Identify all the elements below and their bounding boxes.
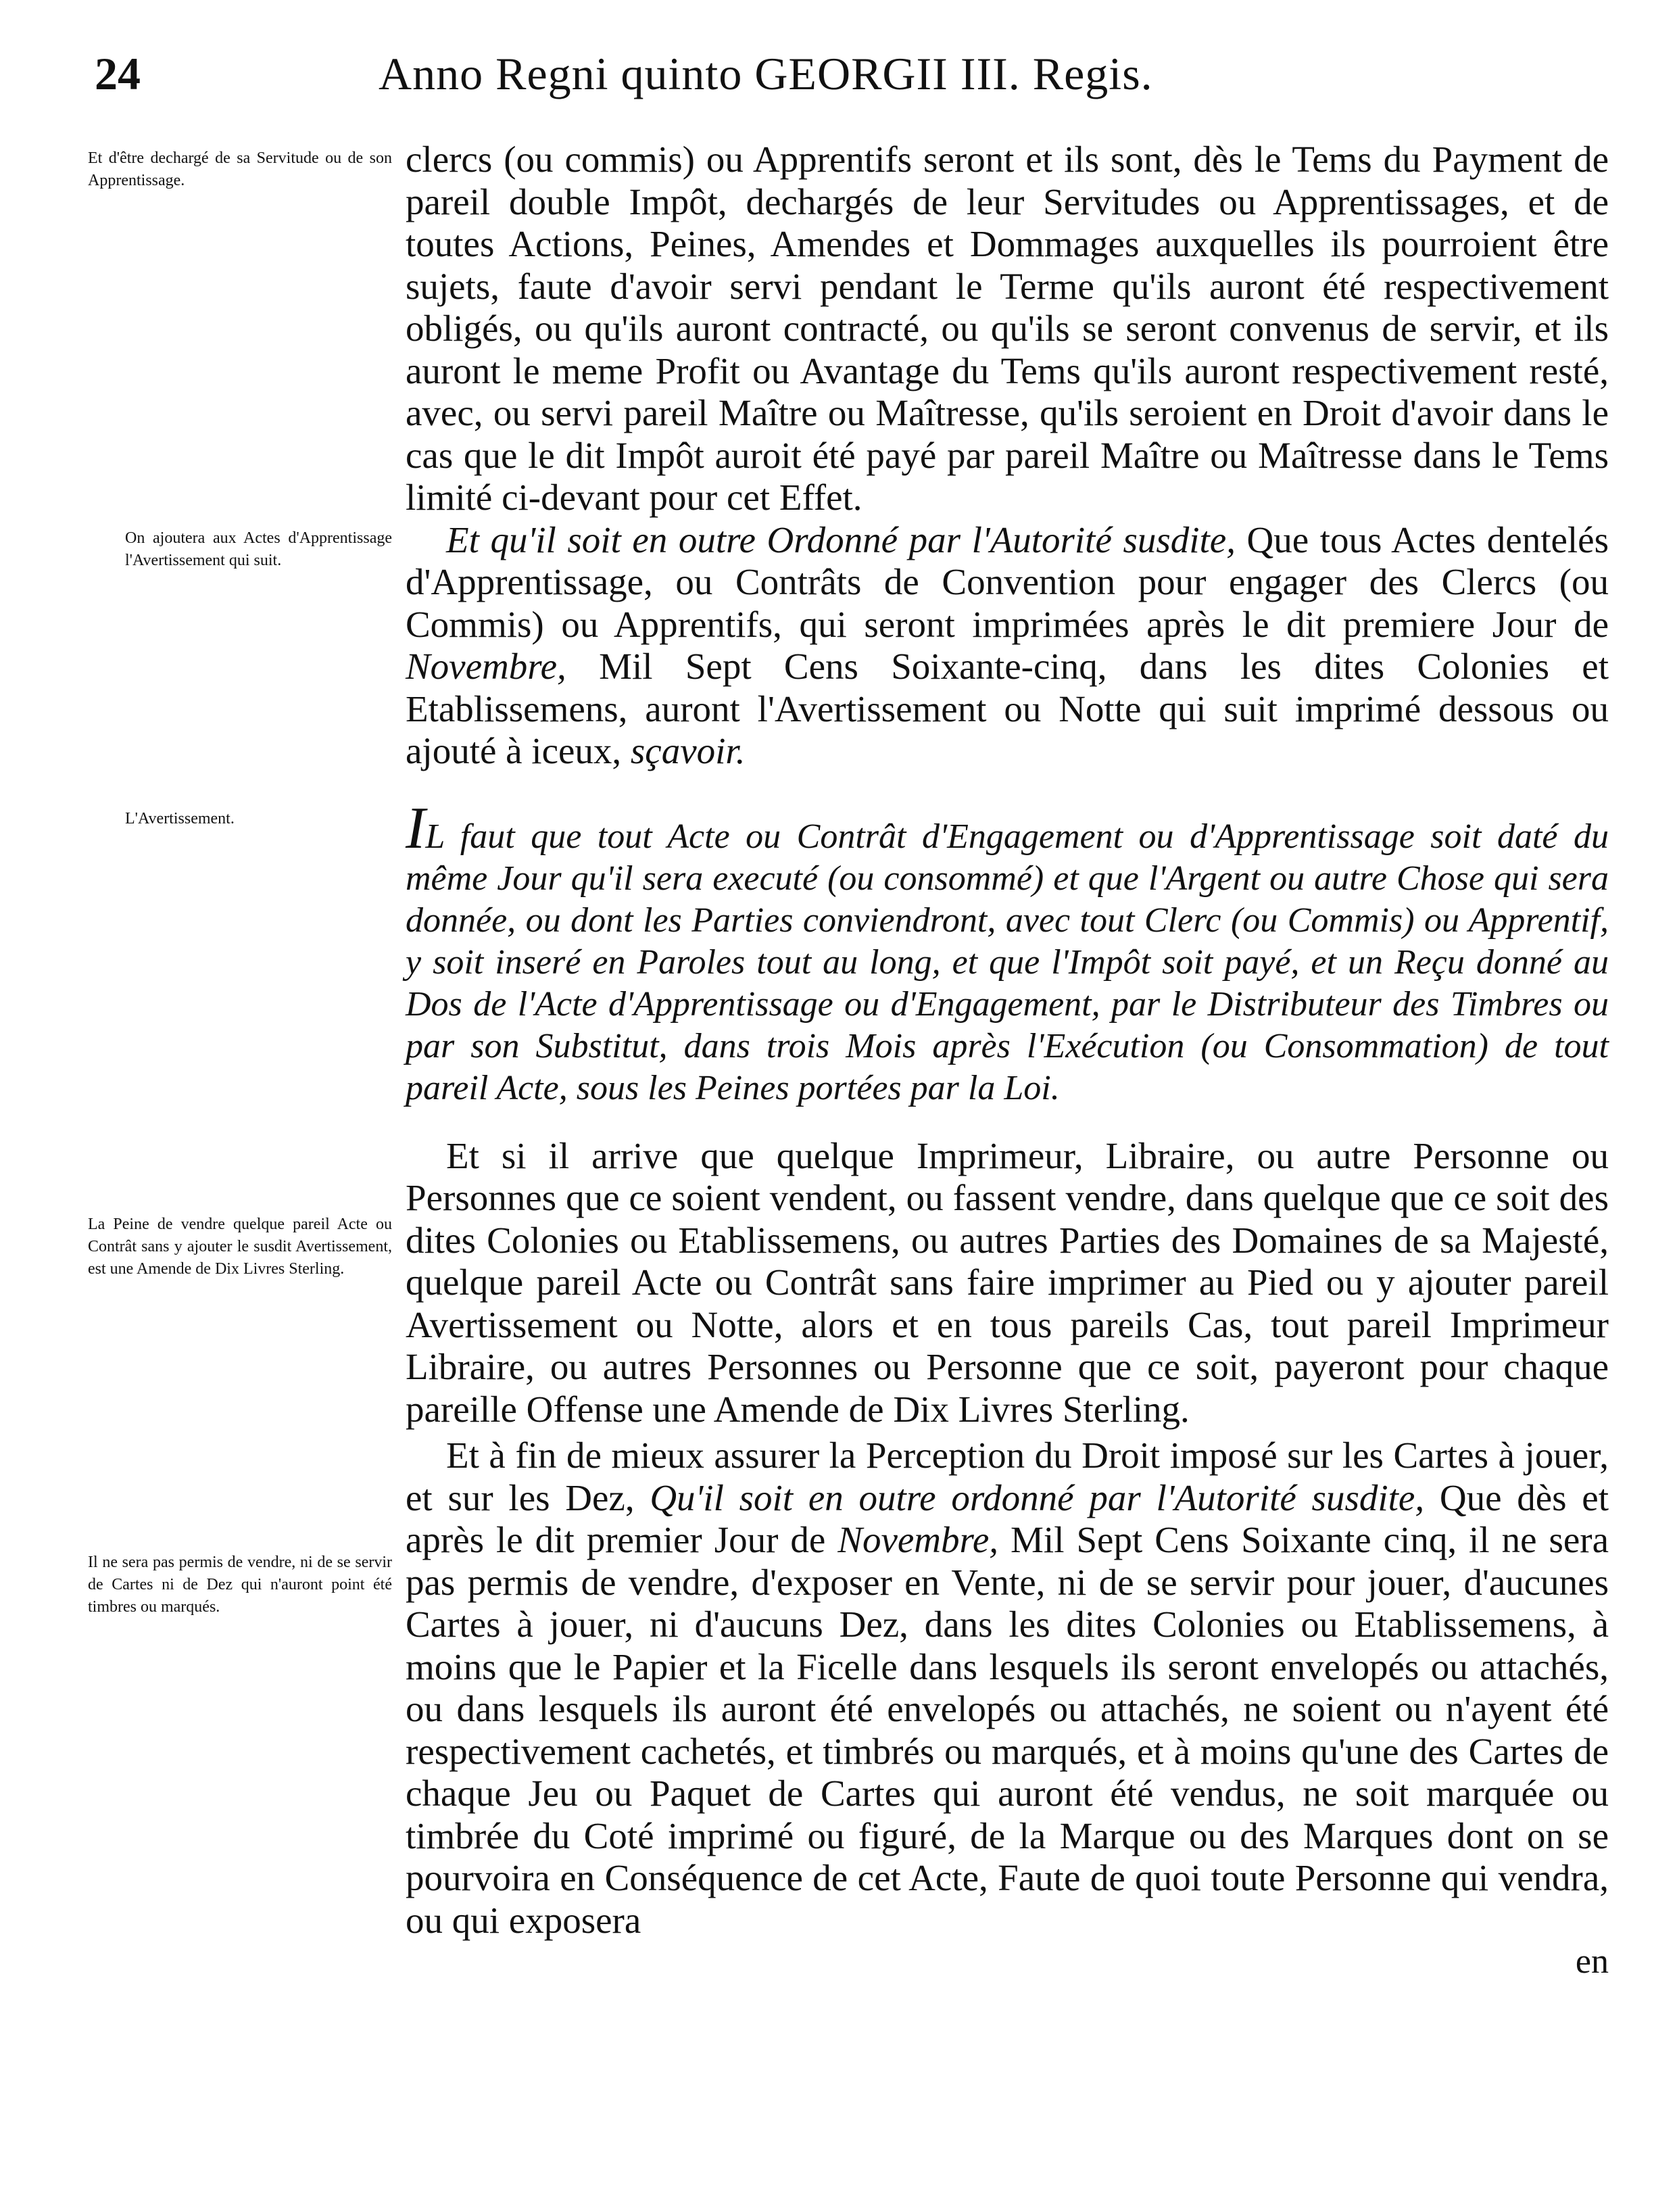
margin-note: On ajoutera aux Actes d'Apprentissage l'Avertissement qui suit. [125,529,392,569]
enacting-clause: Qu'il soit en outre ordonné par l'Autorité susdite, [650,1476,1425,1518]
month-name: Novembre, [837,1519,999,1560]
main-text [406,139,1609,1981]
text-run: Que dès et après le dit premier Jour de [406,1476,1609,1560]
text-run: L faut que tout Acte ou Contrât d'Engagement ou d'Apprentissage soit daté du même Jour qu'il sera executé (ou consommé) et que l'Argent ou autre Chose qui sera donnée, ou dont les Parties conviendront, avec tout Clerc (ou Commis) ou Apprentif, y soit inseré en Paroles tout au long, et que l'Impôt soit payé, et un Reçu donné au Dos de l'Acte d'Apprentissage ou d'Engagement, par le Distributeur des Timbres ou par son Substitut, dans trois Mois après l'Exécution (ou Consommation) de tout pareil Acte, sous les Peines portées par la Loi. [406,817,1609,1107]
catchword: en [1575,1942,1609,1981]
enacting-clause: Et qu'il soit en outre Ordonné par l'Autorité susdite, [446,519,1236,560]
page-number: 24 [95,48,141,99]
margin-note: L'Avertissement. [125,810,235,827]
margin-note: Et d'être dechargé de sa Servitude ou de son Apprentissage. [88,149,392,189]
text-run: Mil Sept Cens Soixante cinq, il ne sera pas permis de vendre, d'exposer en Vente, ni de se servir pour jouer, d'aucunes Cartes à jouer, ni d'aucuns Dez, dans les dites Colonies ou Etablissemens, à moins que le Papier et la Ficelle dans lesquels ils seront envelopés ou attachés, ou dans lesquels ils auront été envelopés ou attachés, ne soient ou n'ayent été respectivement cachetés, et timbrés ou marqués, et à moins qu'une des Cartes de chaque Jeu ou Paquet de Cartes qui auront été vendus, ne soit marquée ou timbrée du Coté imprimé ou figuré, de la Marque ou des Marques dont on se pourvoira en Conséquence de cet Acte, Faute de quoi toute Personne qui vendra, ou qui exposera [406,1519,1609,1941]
page-header [88,47,1595,128]
paragraph [406,1435,1609,1942]
running-title: Anno Regni quinto GEORGII III. Regis. [379,48,1153,99]
paragraph: clercs (ou commis) ou Apprentifs seront et ils sont, dès le Tems du Payment de pareil double Impôt, dechargés de leur Servitudes ou Apprentissages, et de toutes Actions, Peines, Amendes et Dommages auxquelles ils pourroient être sujets, faute d'avoir servi pendant le Terme qu'ils auront été respectivement obligés, ou qu'ils auront contracté, ou qu'ils se seront convenus de servir, et ils auront le meme Profit ou Avantage du Tems qu'ils auront respectivement resté, avec, ou servi pareil Maître ou Maîtresse, qu'ils seroient en Droit d'avoir dans le cas que le dit Impôt auroit été payé par pareil Maître ou Maîtresse dans le Tems limité ci-devant pour cet Effet. [406,139,1609,518]
scavoir-word: sçavoir. [630,730,746,771]
margin-note: La Peine de vendre quelque pareil Acte ou Contrât sans y ajouter le susdit Avertissement, est une Amende de Dix Livres Sterling. [88,1216,392,1278]
month-name: Novembre, [406,646,566,687]
drop-cap: I [406,795,426,861]
text-run: Mil Sept Cens Soixante-cinq, dans les dites Colonies et Etablissemens, auront l'Avertissement ou Notte qui suit imprimé dessous ou ajouté à iceux, [406,646,1609,771]
paragraph [406,519,1609,773]
margin-note: Il ne sera pas permis de vendre, ni de se servir de Cartes ni de Dez qui n'auront point été timbres ou marqués. [88,1554,392,1616]
text-run: Que tous Actes dentelés d'Apprentissage, ou Contrâts de Convention pour engager des Clercs (ou Commis) ou Apprentifs, qui seront imprimées après le dit premiere Jour de [406,519,1609,645]
paragraph: Et si il arrive que quelque Imprimeur, Libraire, ou autre Personne ou Personnes que ce soient vendent, ou fassent vendre, dans quelque que ce soit des dites Colonies ou Etablissemens, ou autres Parties des Domaines de sa Majesté, quelque pareil Acte ou Contrât sans faire imprimer au Pied ou y ajouter pareil Avertissement ou Notte, alors et en tous pareils Cas, tout pareil Imprimeur Libraire, ou autres Personnes ou Personne que ce soit, payeront pour chaque pareille Offense une Amende de Dix Livres Sterling. [406,1134,1609,1430]
notice-text [406,795,1609,1109]
text-run: Et à fin de mieux assurer la Perception du Droit imposé sur les Cartes à jouer, et sur les Dez, [406,1435,1609,1518]
